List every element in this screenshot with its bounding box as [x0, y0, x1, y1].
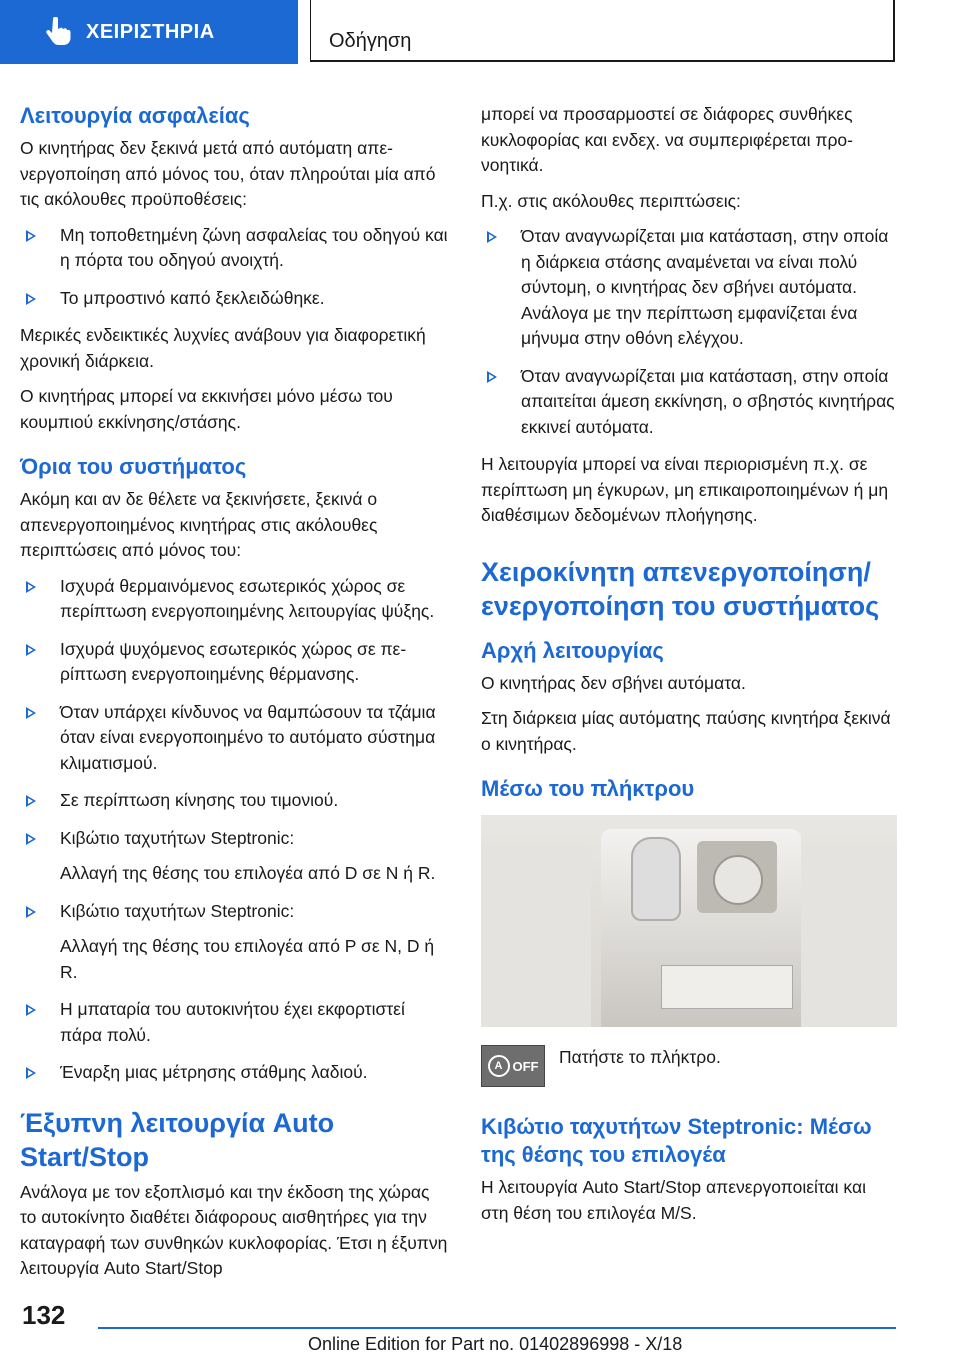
paragraph: Ο κινητήρας μπορεί να εκκινήσει μόνο μέσω του κουμπιού εκκίνησης/στάσης. [20, 386, 393, 432]
paragraph: Μερικές ενδεικτικές λυχνίες ανάβουν για διαφορετική χρονική διάρκεια. [20, 325, 426, 371]
triangle-bullet-icon [26, 1067, 36, 1079]
hand-pointer-icon [44, 17, 72, 47]
heading-safety: Λειτουργία ασφαλείας [20, 103, 250, 128]
paragraph: Ο κινητήρας δεν σβήνει αυτόματα. [481, 672, 746, 693]
paragraph: Π.χ. στις ακόλουθες περιπτώσεις: [481, 190, 741, 211]
heading-via-button: Μέσω του πλήκτρου [481, 776, 695, 801]
triangle-bullet-icon [26, 906, 36, 918]
triangle-bullet-icon [26, 230, 36, 242]
list-item: Η μπαταρία του αυτοκινήτου έχει εκφορτιστεί πάρα πολύ. [20, 997, 450, 1048]
safety-list [20, 223, 450, 312]
instruction-row [481, 1045, 897, 1087]
page-number: 132 [22, 1300, 66, 1330]
heading-principle: Αρχή λειτουργίας [481, 637, 664, 663]
footer-divider [98, 1327, 896, 1329]
list-item: Ισχυρά θερμαινόμενος εσωτερικός χώρος σε περίπτωση ενεργοποιημένης λειτουργίας ψύξης. [20, 574, 450, 625]
list-item: Κιβώτιο ταχυτήτων Steptronic: Αλλαγή της θέσης του επιλογέα από P σε N, D ή R. [20, 899, 450, 986]
section-label: ΧΕΙΡΙΣΤΗΡΙΑ [86, 20, 215, 43]
paragraph: Στη διάρκεια μίας αυτόματης παύσης κινητήρα ξεκινά ο κινητήρας. [481, 708, 891, 754]
triangle-bullet-icon [26, 293, 36, 305]
paragraph: μπορεί να προσαρμοστεί σε διάφορες συνθήκες κυκλοφορίας και ενδεχ. να συμπεριφέρεται προνοητικά. [481, 104, 853, 175]
section-tab [0, 0, 298, 64]
list-item: Το μπροστινό καπό ξεκλειδώθηκε. [20, 286, 450, 312]
paragraph: Πατήστε το πλήκτρο. [559, 1047, 721, 1067]
triangle-bullet-icon [26, 833, 36, 845]
left-column [20, 102, 450, 1292]
paragraph: Η λειτουργία Auto Start/Stop απενεργοποιείται και στη θέση του επιλογέα M/S. [481, 1177, 866, 1223]
paragraph: Ακόμη και αν δε θέλετε να ξεκινήσετε, ξεκινά ο απενεργοποιημένος κινητήρας στις ακόλουθες περιπτώσεις από μόνος του: [20, 489, 378, 560]
triangle-bullet-icon [26, 795, 36, 807]
gear-selector-illustration [631, 837, 681, 921]
list-item: Σε περίπτωση κίνησης του τιμονιού. [20, 788, 450, 814]
chapter-label: Οδήγηση [329, 30, 412, 52]
triangle-bullet-icon [26, 581, 36, 593]
heading-limits: Όρια του συστήματος [20, 454, 247, 479]
controller-dial-illustration [713, 855, 763, 905]
list-item: Κιβώτιο ταχυτήτων Steptronic: Αλλαγή της θέσης του επιλογέα από D σε N ή R. [20, 826, 450, 887]
triangle-bullet-icon [487, 231, 497, 243]
center-console-photo [481, 815, 897, 1027]
right-column [481, 102, 897, 1236]
edition-footer: Online Edition for Part no. 01402896998 - X/18 [308, 1334, 683, 1354]
chapter-header [310, 0, 895, 62]
auto-start-stop-off-icon: A OFF [481, 1045, 545, 1087]
example-list [481, 224, 897, 440]
list-item: Μη τοποθετημένη ζώνη ασφαλείας του οδηγού και η πόρτα του οδηγού ανοιχτή. [20, 223, 450, 274]
heading-manual-toggle: Χειροκίνητη απενεργοποίηση/ ενεργοποίηση του συστήματος [481, 556, 880, 621]
heading-steptronic: Κιβώτιο ταχυτήτων Steptronic: Μέσω της θέσης του επιλογέα [481, 1114, 872, 1167]
triangle-bullet-icon [487, 371, 497, 383]
list-item: Όταν υπάρχει κίνδυνος να θαμπώσουν τα τζάμια όταν είναι ενεργοποιημένο το αυτόματο σύστημα κλιματισμού. [20, 700, 450, 777]
paragraph: Η λειτουργία μπορεί να είναι περιορισμένη π.χ. σε περίπτωση μη έγκυρων, μη επικαιροποιημένων ή μη διαθέσιμων δεδομένων πλοήγησης. [481, 454, 889, 525]
list-item: Ισχυρά ψυχόμενος εσωτερικός χώρος σε περίπτωση ενεργοποιημένης θέρμανσης. [20, 637, 450, 688]
list-item: Όταν αναγνωρίζεται μια κατάσταση, στην οποία η διάρκεια στάσης αναμένεται να είναι πολύ σύντομη, ο κινητήρας δεν σβήνει αυτόματα. Ανάλογα με την περίπτωση εμφανίζεται ένα μήνυμα στην οθόνη ελέγχου. [481, 224, 897, 352]
heading-smart-start-stop: Έξυπνη λειτουργία Auto Start/Stop [20, 1107, 335, 1172]
list-item: Όταν αναγνωρίζεται μια κατάσταση, στην οποία απαιτείται άμεση εκκίνηση, ο σβηστός κινητήρας εκκινεί αυτόματα. [481, 364, 897, 441]
triangle-bullet-icon [26, 707, 36, 719]
limits-list [20, 574, 450, 1086]
triangle-bullet-icon [26, 1004, 36, 1016]
paragraph: Ο κινητήρας δεν ξεκινά μετά από αυτόματη απενεργοποίηση από μόνος του, όταν πληρούται μία από τις ακόλουθες προϋποθέσεις: [20, 138, 436, 209]
triangle-bullet-icon [26, 644, 36, 656]
paragraph: Ανάλογα με τον εξοπλισμό και την έκδοση της χώρας το αυτοκίνητο διαθέτει διάφορους αισθητήρες για την καταγραφή των συνθηκών κυκλοφορίας. Έτσι η έξυπνη λειτουργία Auto Start/Stop [20, 1181, 448, 1278]
list-item: Έναρξη μιας μέτρησης στάθμης λαδιού. [20, 1060, 450, 1086]
